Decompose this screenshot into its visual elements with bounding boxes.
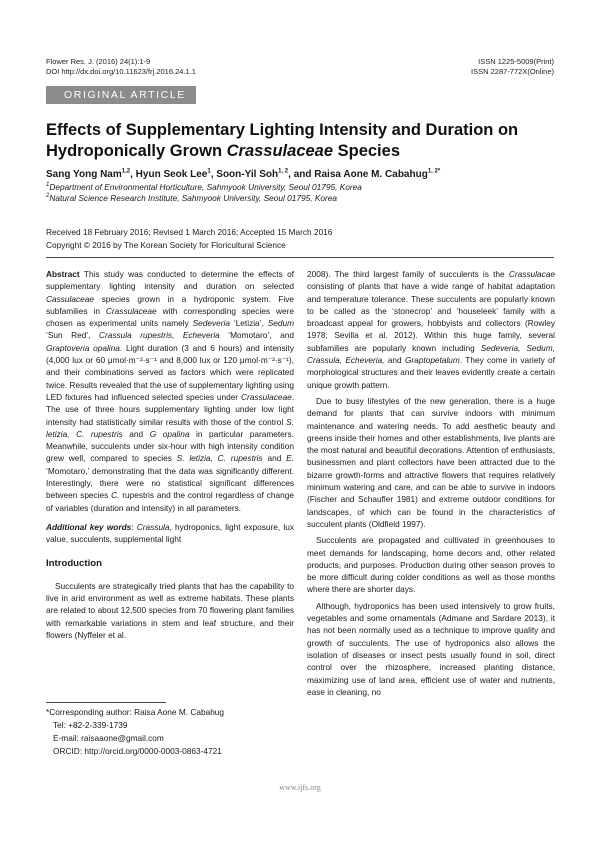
doi-link[interactable]: DOI http://dx.doi.org/10.11623/frj.2016.24.1.1 bbox=[46, 67, 196, 76]
body-paragraph: Succulents are propagated and cultivated in greenhouses to meet demands for landscaping, home decors and, other related products, and purposes. Production during other season proves to be more difficult during colder conditions as well as those months where there are shorter days. bbox=[307, 535, 555, 595]
article-title bbox=[46, 120, 566, 162]
article-type-banner: ORIGINAL ARTICLE bbox=[46, 86, 196, 104]
affiliation-1: $^1$Department of Environmental Horticulture, Sahmyook University, Seoul 01795, Korea bbox=[46, 182, 362, 192]
corresponding-author: *Corresponding author: Raisa Aone M. Cabahug bbox=[46, 707, 225, 717]
author-email[interactable]: E-mail: raisaaone@gmail.com bbox=[53, 733, 164, 743]
title-line-1: Effects of Supplementary Lighting Intensity and Duration on bbox=[46, 121, 519, 139]
issn-print: ISSN 1225-5009(Print) bbox=[478, 57, 554, 66]
issn-online: ISSN 2287-772X(Online) bbox=[471, 67, 554, 76]
author-phone: Tel: +82-2-339-1739 bbox=[53, 720, 128, 730]
body-paragraph: Although, hydroponics has been used intensively to grow fruits, vegetables and some ornamentals (Admane and Sardare 2013), it has not been normally used as a technique to improve quality and growth of succulents. The use of hydroponics also allows the isolation of diseases or insect pests usually found in soil, direct control over the rhizosphere, increased planting distance, maximizing use of land area, efficient use of water and nutrients, ease in cleaning, no bbox=[307, 600, 555, 697]
abstract-block bbox=[46, 268, 294, 641]
author-name: Hyun Seok Lee bbox=[135, 169, 208, 180]
site-footer[interactable]: www.ijfs.org bbox=[279, 783, 321, 792]
received-dates: Received 18 February 2016; Revised 1 March 2016; Accepted 15 March 2016 bbox=[46, 227, 333, 237]
author-orcid[interactable]: ORCID: http://orcid.org/0000-0003-0863-4721 bbox=[53, 746, 222, 756]
copyright-line: Copyright © 2016 by The Korean Society for Floricultural Science bbox=[46, 240, 286, 250]
footnote-divider bbox=[46, 702, 166, 703]
journal-citation: Flower Res. J. (2016) 24(1):1-9 bbox=[46, 57, 151, 66]
body-right-column bbox=[307, 268, 555, 698]
body-paragraph: Due to busy lifestyles of the new generation, there is a huge demand for plants that can survive indoors with minimum maintenance and watering needs. To add aesthetic beauty and greens inside their homes and other establishments, live plants are the most natural and beautiful decorations. Attention of enthusiasts, businessmen and plant collectors have been attracted due to the bizarre growth-forms and attractive flowers that requires relatively minimum watering and care, and can be able to survive in indoors (Fischer and Schaufler 1981) and extreme outdoor conditions for landscapes, of which can be found in the characteristics of succulent plants (Oldfield 1997). bbox=[307, 395, 555, 529]
affiliation-2: $^2$Natural Science Research Institute, Sahmyook University, Seoul 01795, Korea bbox=[46, 193, 337, 203]
abstract-paragraph: Abstract This study was conducted to determine the effects of supplementary lighting intensity and duration on selected Cassulaceae species grown in a hydroponic system. Five subfamilies in Crassulaceae with corresponding species were chosen as experimental units namely Sedeveria ‘Letizia’, Sedum ‘Sun Red’, Crassula rupestris, Echeveria ‘Momotaro’, and Graptoveria opalina. Light duration (3 and 6 hours) and intensity (4,000 lux or 60 μmol·m⁻²·s⁻¹ and 8,000 lux or 120 μmol·m⁻²·s⁻¹), and their combinations served as factors which were replicated twice. Results revealed that the use of supplementary lighting using LED fixtures had influenced selected species under Crassulaceae. The use of three hours supplementary lighting under low light intensity had statistically similar results with those of the control S. letizia, C. rupestris and G opalina in particular parameters. Meanwhile, succulents under six-hour with high intensity condition grew well, compared to species S. letizia, C. rupestris and E. ‘Momotaro,’ demonstrating that the data was significantly different. Interestingly, there were no statistical significant differences between species C. rupestris and the control regardless of change of variables (duration and intensity) in all parameters. bbox=[46, 269, 295, 513]
title-line-2: Hydroponically Grown Crassulaceae Species bbox=[46, 142, 400, 160]
author-name: Soon-Yil Soh bbox=[216, 169, 279, 180]
top-divider bbox=[46, 257, 554, 258]
intro-paragraph: Succulents are strategically tried plants that has the capability to live in arid environment as well as extreme habitats. These plants are related to about 12,500 species from 70 flowering plant families with remarkable variations in stem and leaf structure, and their flowers (Nyffeler et al. bbox=[46, 580, 294, 641]
author-name: Sang Yong Nam bbox=[46, 169, 122, 180]
body-paragraph: 2008). The third largest family of succulents is the Crassulacae consisting of plants that have a wide range of habitat adaptation and temperature tolerance. These succulents are popularly known to be called as the ‘stonecrop’ and ‘houseleek’ family with a broadcast appeal for growers, hobbyists and collectors (Rowley 1978; Sevilla et al. 2012). Within this huge family, several subfamilies are popularly known including Sedeveria, Sedum, Crassula, Echeveria, and Graptopetalum. They come in variety of morphological structures and their leaves evidently create a certain unique growth pattern. bbox=[307, 269, 555, 390]
author-list: Sang Yong Nam$^{1,2}$, Hyun Seok Lee$^1$, Soon-Yil Soh$^{1, 2}$, and Raisa Aone M. Cabahug$^{1, 2*}$ bbox=[46, 168, 441, 180]
author-name: and Raisa Aone M. Cabahug bbox=[293, 169, 428, 180]
keywords: Additional key words: Crassula, hydroponics, light exposure, lux value, succulents, supplemental light bbox=[46, 521, 294, 545]
section-heading-introduction: Introduction bbox=[46, 557, 102, 569]
